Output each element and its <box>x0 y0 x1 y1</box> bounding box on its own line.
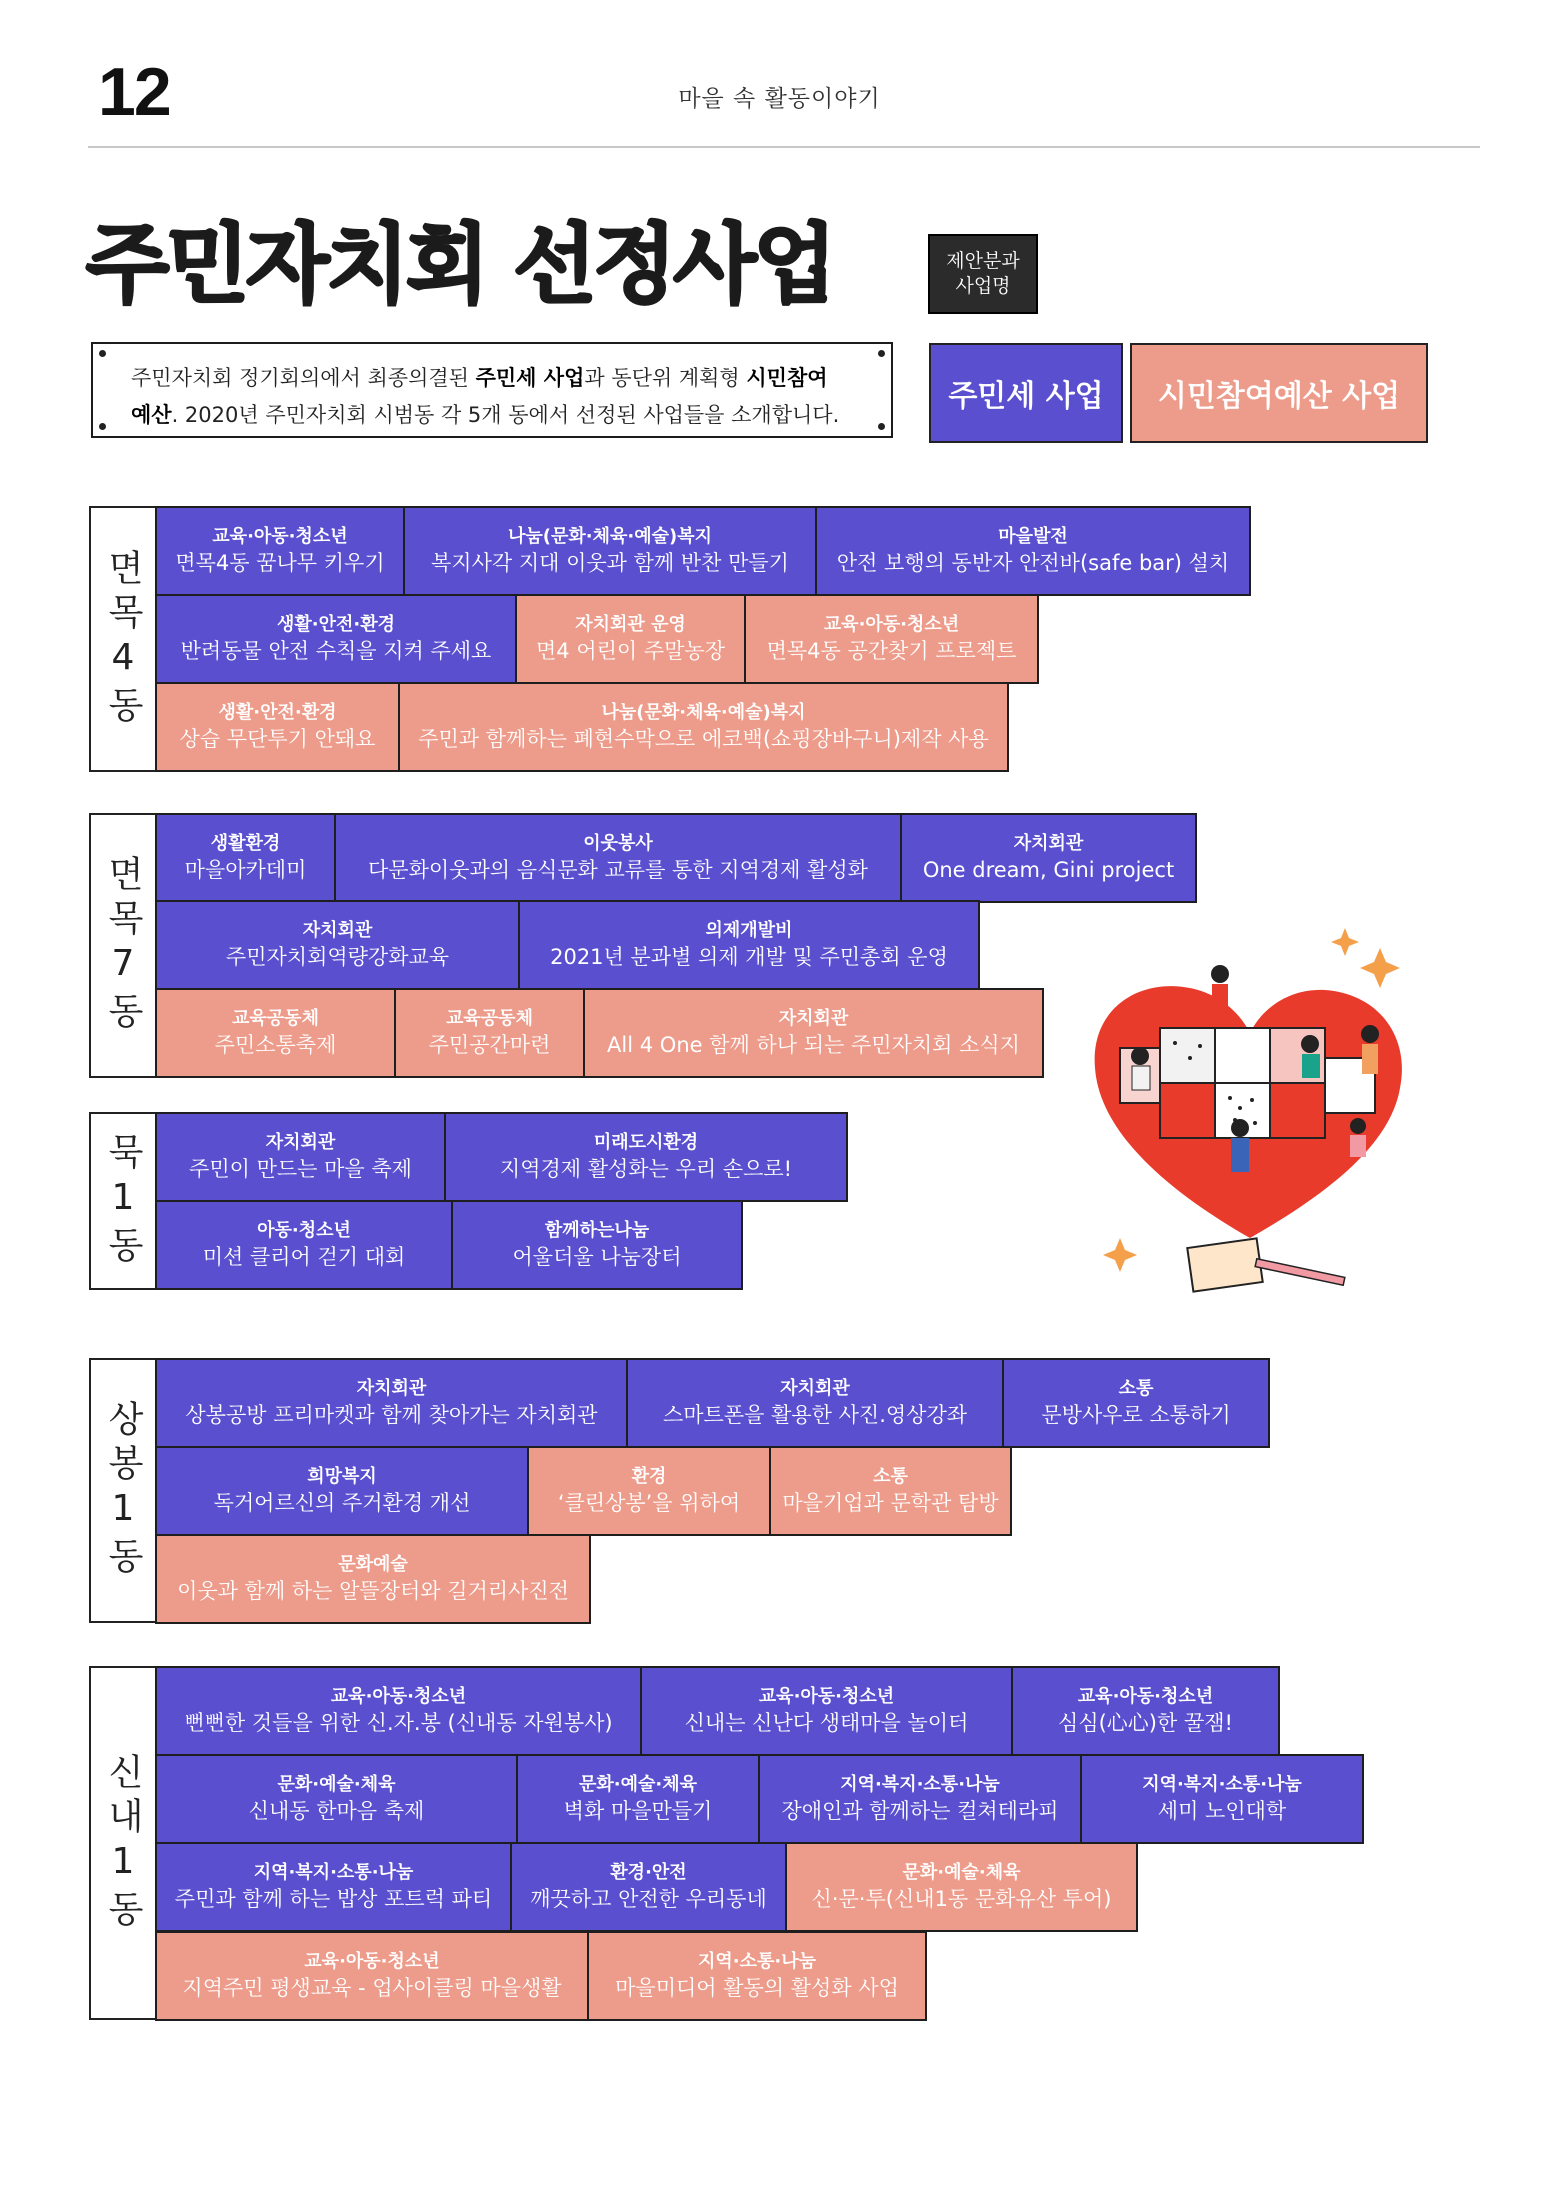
project-cell <box>155 1754 518 1844</box>
project-cell <box>398 682 1009 772</box>
project-category: 교육·아동·청소년 <box>758 1686 895 1707</box>
project-name: 심심(心心)한 꿀잼! <box>1058 1711 1233 1735</box>
project-cell <box>1080 1754 1364 1844</box>
project-category: 의제개발비 <box>705 920 793 941</box>
project-cell <box>155 988 396 1078</box>
project-cell <box>769 1446 1012 1536</box>
project-category: 문화·예술·체육 <box>902 1862 1021 1883</box>
project-category: 자치회관 <box>302 920 373 941</box>
project-name: 세미 노인대학 <box>1157 1799 1287 1823</box>
project-cell <box>155 506 405 596</box>
project-name: 면4 어린이 주말농장 <box>536 639 725 663</box>
project-cell <box>510 1842 787 1932</box>
project-cell <box>155 1842 512 1932</box>
project-cell <box>744 594 1039 684</box>
dong-group <box>89 1112 793 1290</box>
project-name: 마을기업과 문학관 탐방 <box>782 1491 999 1515</box>
project-name: 뻔뻔한 것들을 위한 신.자.봉 (신내동 자원봉사) <box>184 1711 613 1735</box>
project-cell <box>444 1112 848 1202</box>
page-header: 마을 속 활동이야기 <box>678 86 881 112</box>
dong-label <box>91 815 157 1076</box>
project-name: 이웃과 함께 하는 알뜰장터와 길거리사진전 <box>177 1579 569 1603</box>
project-category: 자치회관 <box>780 1378 850 1399</box>
project-category: 희망복지 <box>307 1466 377 1487</box>
project-name: 다문화이웃과의 음식문화 교류를 통한 지역경제 활성화 <box>368 858 868 882</box>
project-name: 어울더울 나눔장터 <box>512 1245 682 1269</box>
dong-label-text: 상봉1동 <box>102 1400 144 1581</box>
project-name: 상봉공방 프리마켓과 함께 찾아가는 자치회관 <box>185 1403 598 1427</box>
project-cell <box>640 1666 1013 1756</box>
project-cell <box>785 1842 1138 1932</box>
project-cell <box>155 594 517 684</box>
project-cell <box>515 594 746 684</box>
project-category: 생활·안전·환경 <box>218 702 337 723</box>
project-category: 교육·아동·청소년 <box>304 1951 440 1972</box>
project-cell <box>155 1200 453 1290</box>
dong-label <box>91 1360 157 1621</box>
project-cell <box>626 1358 1004 1448</box>
project-category: 나눔(문화·체육·예술)복지 <box>601 702 806 723</box>
project-category: 자치회관 운영 <box>575 614 686 635</box>
intro-bold-2: 시민참여 <box>746 366 828 390</box>
corner-dot <box>99 350 106 357</box>
dong-group <box>89 1358 1231 1623</box>
project-name: 마을미디어 활동의 활성화 사업 <box>615 1976 899 2000</box>
project-name: 깨끗하고 안전한 우리동네 <box>530 1887 767 1911</box>
project-category: 자치회관 <box>778 1008 849 1029</box>
page-title: 주민자치회 선정사업 <box>86 215 834 315</box>
project-category: 교육·아동·청소년 <box>1077 1686 1214 1707</box>
project-name: One dream, Gini project <box>922 858 1175 882</box>
project-category: 생활환경 <box>210 833 281 854</box>
project-name: 면목4동 공간찾기 프로젝트 <box>766 639 1017 663</box>
paper-and-pencil <box>1187 1238 1345 1291</box>
dong-label-text: 신내1동 <box>102 1752 144 1934</box>
project-category: 나눔(문화·체육·예술)복지 <box>507 526 712 547</box>
project-name: 주민이 만드는 마을 축제 <box>189 1157 412 1181</box>
legend-key-box <box>928 234 1038 314</box>
project-cell <box>900 813 1197 903</box>
project-name: 지역주민 평생교육 - 업사이클링 마을생활 <box>182 1976 562 2000</box>
project-category: 교육·아동·청소년 <box>823 614 960 635</box>
intro-bold-3: 예산 <box>131 403 172 427</box>
project-cell <box>155 682 400 772</box>
project-category: 문화·예술·체육 <box>578 1774 697 1795</box>
dong-group <box>89 813 1175 1078</box>
corner-dot <box>878 350 885 357</box>
project-category: 환경 <box>631 1466 667 1487</box>
project-name: 마을아카데미 <box>184 858 307 882</box>
project-name: ‘클린상봉’을 위하여 <box>557 1491 741 1515</box>
project-name: 스마트폰을 활용한 사진.영상강좌 <box>662 1403 968 1427</box>
legend-key-line2: 사업명 <box>955 275 1011 297</box>
project-name: 반려동물 안전 수칙을 지켜 주세요 <box>180 639 492 663</box>
project-cell <box>155 1112 446 1202</box>
project-cell <box>155 1666 642 1756</box>
corner-dot <box>99 423 106 430</box>
project-name: All 4 One 함께 하나 되는 주민자치회 소식지 <box>607 1033 1020 1057</box>
project-category: 자치회관 <box>356 1378 427 1399</box>
intro-text-1: 주민자치회 정기회의에서 최종의결된 <box>131 366 476 390</box>
project-name: 신내동 한마음 축제 <box>248 1799 425 1823</box>
page-number: 12 <box>98 54 170 130</box>
project-name: 복지사각 지대 이웃과 함께 반찬 만들기 <box>431 551 789 575</box>
project-category: 교육공동체 <box>232 1008 319 1029</box>
project-category: 미래도시환경 <box>593 1132 699 1153</box>
intro-box <box>91 342 893 438</box>
dong-label <box>91 508 157 770</box>
legend-resident-tax: 주민세 사업 <box>929 343 1123 443</box>
project-name: 주민자치회역량강화교육 <box>225 945 450 969</box>
project-category: 지역·소통·나눔 <box>697 1951 816 1972</box>
project-category: 문화·예술·체육 <box>277 1774 396 1795</box>
project-name: 면목4동 꿈나무 키우기 <box>175 551 385 575</box>
project-name: 상습 무단투기 안돼요 <box>179 727 376 751</box>
project-category: 지역·복지·소통·나눔 <box>253 1862 414 1883</box>
project-cell <box>334 813 902 903</box>
project-cell <box>527 1446 771 1536</box>
project-cell <box>394 988 585 1078</box>
intro-text-2: 과 동단위 계획형 <box>584 366 747 390</box>
project-category: 지역·복지·소통·나눔 <box>840 1774 1000 1795</box>
project-name: 2021년 분과별 의제 개발 및 주민총회 운영 <box>550 945 948 969</box>
project-category: 교육·아동·청소년 <box>330 1686 467 1707</box>
header-divider <box>88 146 1480 148</box>
project-name: 지역경제 활성화는 우리 손으로! <box>499 1157 793 1181</box>
project-cell <box>587 1931 927 2021</box>
project-name: 문방사우로 소통하기 <box>1041 1403 1231 1427</box>
project-name: 신내는 신난다 생태마을 놀이터 <box>684 1711 969 1735</box>
legend-key-line1: 제안분과 <box>946 250 1020 272</box>
project-category: 교육공동체 <box>446 1008 533 1029</box>
project-cell <box>403 506 817 596</box>
project-category: 교육·아동·청소년 <box>212 526 348 547</box>
project-category: 지역·복지·소통·나눔 <box>1142 1774 1302 1795</box>
project-name: 장애인과 함께하는 컬쳐테라피 <box>781 1799 1059 1823</box>
legend-citizen-budget: 시민참여예산 사업 <box>1130 343 1428 443</box>
project-cell <box>516 1754 760 1844</box>
project-name: 독거어르신의 주거환경 개선 <box>213 1491 471 1515</box>
intro-bold-1: 주민세 사업 <box>475 366 585 390</box>
project-cell <box>1002 1358 1270 1448</box>
project-name: 벽화 마을만들기 <box>563 1799 713 1823</box>
project-category: 생활·안전·환경 <box>276 614 395 635</box>
project-cell <box>155 1534 591 1624</box>
project-name: 미션 클리어 걷기 대회 <box>202 1245 406 1269</box>
project-category: 자치회관 <box>265 1132 336 1153</box>
project-cell <box>758 1754 1082 1844</box>
project-cell <box>155 1446 529 1536</box>
project-cell <box>518 900 980 990</box>
puzzle-heart-illustration <box>1040 908 1460 1328</box>
project-name: 주민소통축제 <box>214 1033 337 1057</box>
dong-label-text: 면목7동 <box>102 855 144 1036</box>
project-cell <box>1011 1666 1280 1756</box>
project-cell <box>815 506 1251 596</box>
dong-group <box>89 1666 1302 2020</box>
project-cell <box>155 900 520 990</box>
heart-puzzle <box>1095 986 1402 1238</box>
project-category: 마을발전 <box>998 526 1068 547</box>
project-category: 자치회관 <box>1013 833 1084 854</box>
intro-text-3: . 2020년 주민자치회 시범동 각 5개 동에서 선정된 사업들을 소개합니다. <box>171 403 840 427</box>
dong-label-text: 면목4동 <box>102 548 144 730</box>
project-category: 소통 <box>1118 1378 1154 1399</box>
project-name: 주민과 함께하는 폐현수막으로 에코백(쇼핑장바구니)제작 사용 <box>418 727 989 751</box>
corner-dot <box>878 423 885 430</box>
project-category: 아동·청소년 <box>257 1220 351 1241</box>
project-cell <box>583 988 1044 1078</box>
project-category: 환경·안전 <box>610 1862 687 1883</box>
project-category: 소통 <box>873 1466 908 1487</box>
project-cell <box>155 1931 589 2021</box>
project-category: 이웃봉사 <box>583 833 653 854</box>
project-category: 문화예술 <box>338 1554 408 1575</box>
dong-label <box>91 1668 157 2018</box>
project-cell <box>155 813 336 903</box>
project-name: 주민공간마련 <box>428 1033 551 1057</box>
dong-group <box>89 506 1230 772</box>
project-cell <box>155 1358 628 1448</box>
dong-label-text: 묵1동 <box>102 1132 144 1270</box>
dong-label <box>91 1114 157 1288</box>
project-cell <box>451 1200 743 1290</box>
project-name: 안전 보행의 동반자 안전바(safe bar) 설치 <box>836 551 1230 575</box>
project-name: 신·문·투(신내1동 문화유산 투어) <box>811 1887 1112 1911</box>
project-category: 함께하는나눔 <box>544 1220 650 1241</box>
project-name: 주민과 함께 하는 밥상 포트럭 파티 <box>174 1887 493 1911</box>
